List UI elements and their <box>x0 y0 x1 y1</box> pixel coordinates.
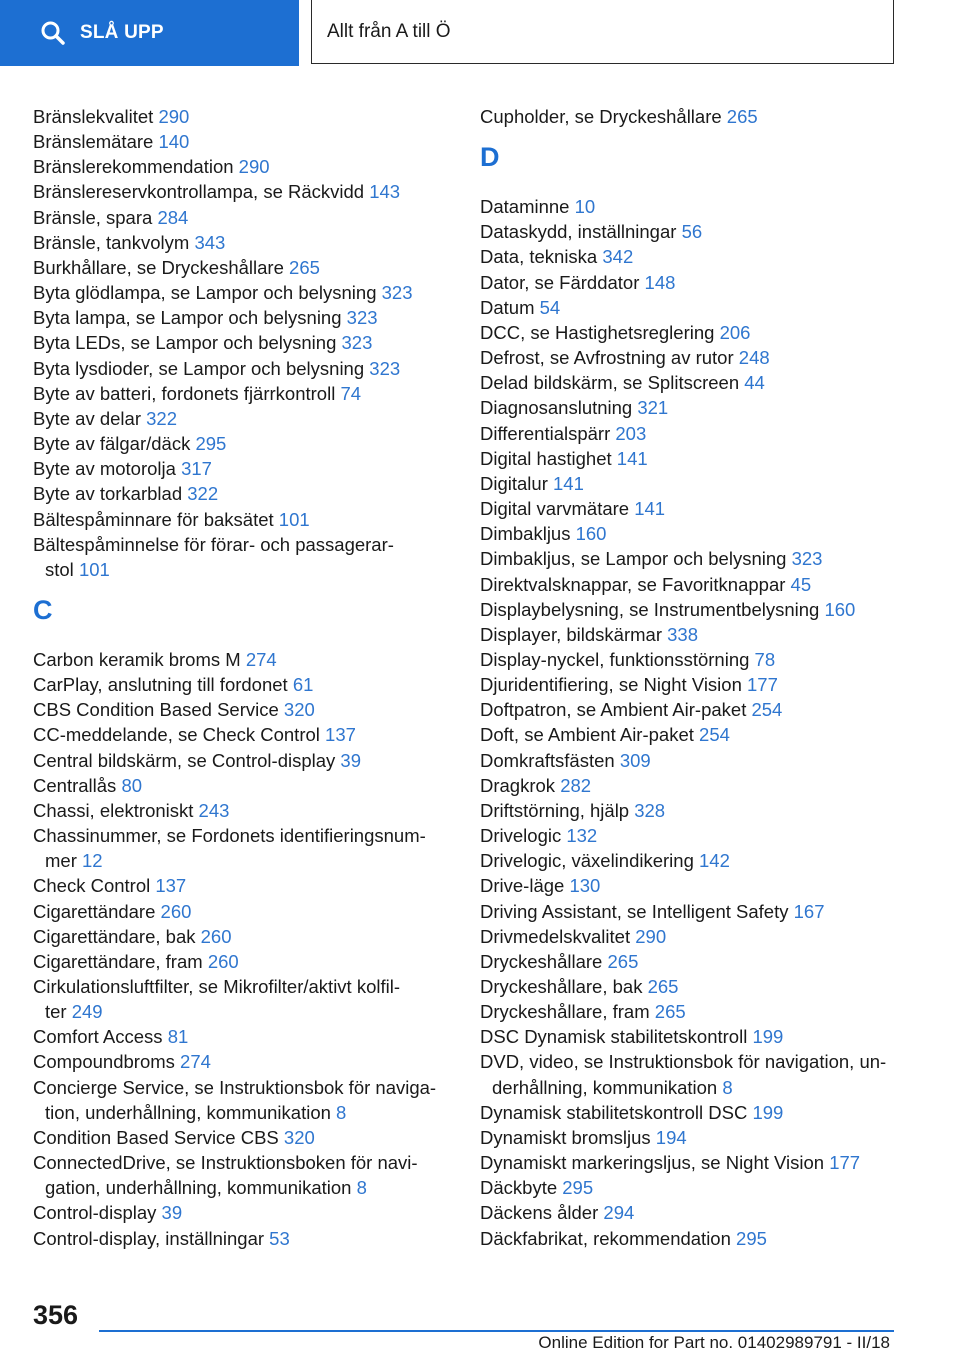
page-link[interactable]: 54 <box>539 296 561 318</box>
index-entry <box>33 974 453 1024</box>
index-entry-text: Driftstörning, hjälp <box>480 799 630 821</box>
page-link[interactable]: 295 <box>195 433 227 455</box>
page-link[interactable]: 8 <box>356 1177 367 1199</box>
index-entry-text: Displayer, bildskärmar <box>480 623 662 645</box>
page-link[interactable]: 323 <box>369 357 401 379</box>
index-entry <box>480 1226 900 1251</box>
index-entry <box>33 1075 453 1125</box>
index-entry <box>480 1200 900 1225</box>
page-link[interactable]: 323 <box>381 282 413 304</box>
index-entry <box>480 320 900 345</box>
index-entry <box>33 697 453 722</box>
index-entry-text: Digital varvmätare <box>480 498 630 520</box>
page-link[interactable]: 323 <box>791 548 823 570</box>
index-entry-text: Byte av batteri, fordonets fjärrkontroll <box>33 382 336 404</box>
index-letter-heading: C <box>33 594 53 625</box>
index-entry <box>33 305 453 330</box>
index-entry <box>480 798 900 823</box>
page-link[interactable]: 321 <box>637 397 669 419</box>
index-entry-text: Concierge Service, se Instruktionsbok för naviga- <box>33 1076 437 1098</box>
page-link[interactable]: 141 <box>634 498 666 520</box>
index-entry-text: Comfort Access <box>33 1026 163 1048</box>
page-link[interactable]: 142 <box>699 850 730 872</box>
index-entry-text: Dryckeshållare, bak <box>480 976 643 997</box>
index-entry-text: Däckbyte <box>480 1177 558 1199</box>
index-entry <box>480 421 900 446</box>
index-entry-text: Byta LEDs, se Lampor och belysning <box>33 332 337 354</box>
page-link[interactable]: 39 <box>340 749 361 771</box>
index-entry-text: ConnectedDrive, se Instruktionsboken för navi- <box>33 1152 418 1174</box>
index-entry-text: Control-display, inställningar <box>33 1227 265 1249</box>
index-entry-text: ter <box>45 1001 67 1023</box>
page-link[interactable]: 53 <box>269 1227 290 1249</box>
page-link[interactable]: 140 <box>158 131 190 153</box>
index-entry <box>33 773 453 798</box>
index-entry-text: mer <box>45 850 77 872</box>
index-entry <box>480 949 900 974</box>
index-entry <box>33 1150 453 1200</box>
index-entry <box>480 395 900 420</box>
index-entry-text: DCC, se Hastighetsreglering <box>480 321 715 343</box>
index-entry <box>33 330 453 355</box>
index-entry <box>480 974 900 999</box>
index-entry <box>480 622 900 647</box>
index-entry <box>480 697 900 722</box>
page-link[interactable]: 317 <box>181 458 212 480</box>
index-entry <box>480 219 900 244</box>
page-link[interactable]: 199 <box>752 1026 784 1048</box>
index-entry <box>33 899 453 924</box>
index-entry <box>33 748 453 773</box>
index-entry <box>33 1226 453 1251</box>
index-entry <box>33 431 453 456</box>
index-entry-text: derhållning, kommunikation <box>492 1076 718 1098</box>
index-entry <box>33 230 453 255</box>
footer-divider <box>99 1330 894 1332</box>
index-entry <box>33 481 453 506</box>
page-link[interactable]: 294 <box>603 1202 635 1224</box>
index-entry <box>480 999 900 1024</box>
page-number: 356 <box>33 1300 79 1330</box>
index-entry-text: Centrallås <box>33 774 117 796</box>
page-link[interactable]: 254 <box>699 724 730 746</box>
index-entry-text: Bränslemätare <box>33 131 154 153</box>
index-entry-text: Cupholder, se Dryckeshållare <box>480 106 722 127</box>
page-link[interactable]: 322 <box>187 483 219 505</box>
index-entry-text: stol <box>45 558 74 580</box>
index-entry-text: Displaybelysning, se Instrumentbelysning <box>480 598 820 620</box>
page-link[interactable]: 61 <box>292 674 314 696</box>
index-entry <box>33 205 453 230</box>
index-entry-text: gation, underhållning, kommunikation <box>45 1177 352 1199</box>
index-entry-text: Central bildskärm, se Control-display <box>33 749 336 771</box>
index-entry-text: Drivmedelskvalitet <box>480 925 631 947</box>
page-link[interactable]: 295 <box>562 1177 594 1199</box>
index-entry-text: Däckens ålder <box>480 1202 599 1224</box>
index-entry <box>480 1049 900 1099</box>
index-entry-text: Control-display <box>33 1202 157 1224</box>
page-link[interactable]: 338 <box>667 623 698 645</box>
page-link[interactable]: 177 <box>747 674 778 696</box>
index-entry <box>33 129 453 154</box>
search-icon <box>40 20 66 46</box>
page-link[interactable]: 320 <box>283 1126 315 1148</box>
index-entry <box>33 1200 453 1225</box>
page-link[interactable]: 322 <box>146 407 177 429</box>
index-entry-text: Dragkrok <box>480 774 556 796</box>
index-entry <box>480 672 900 697</box>
index-entry-text: Driving Assistant, se Intelligent Safety <box>480 900 789 922</box>
index-entry <box>33 647 453 672</box>
section-title-box <box>311 0 894 64</box>
index-entry <box>480 496 900 521</box>
index-entry <box>480 370 900 395</box>
index-entry <box>33 823 453 873</box>
index-entry-text: Check Control <box>33 875 151 897</box>
page-link[interactable]: 254 <box>751 699 783 721</box>
page-link[interactable]: 141 <box>616 447 648 469</box>
page-link[interactable]: 274 <box>180 1051 211 1073</box>
page-link[interactable]: 130 <box>569 875 601 897</box>
index-entry <box>33 406 453 431</box>
index-entry-text: Cigarettändare <box>33 900 156 922</box>
page-link[interactable]: 284 <box>157 206 189 228</box>
index-entry <box>480 1100 900 1125</box>
index-entry <box>480 823 900 848</box>
page-link[interactable]: 101 <box>78 558 110 580</box>
page-link[interactable]: 160 <box>824 598 856 620</box>
page-link[interactable]: 80 <box>121 774 143 796</box>
index-entry-text: Byta lampa, se Lampor och belysning <box>33 307 342 329</box>
index-entry <box>480 471 900 496</box>
index-letter-heading: D <box>480 142 500 173</box>
index-entry-text: Bränslekvalitet <box>33 106 154 127</box>
page-link[interactable]: 290 <box>238 156 270 178</box>
index-entry-text: CBS Condition Based Service <box>33 699 279 721</box>
index-entry <box>480 647 900 672</box>
index-entry-text: Display-nyckel, funktionsstörning <box>480 648 750 670</box>
index-entry <box>33 1125 453 1150</box>
page-link[interactable]: 74 <box>340 382 362 404</box>
index-entry-text: Compoundbroms <box>33 1051 175 1073</box>
page-link[interactable]: 39 <box>161 1202 183 1224</box>
index-entry <box>33 280 453 305</box>
index-entry-text: Dimbakljus <box>480 523 571 545</box>
index-entry-text: Bränslerekommendation <box>33 156 234 178</box>
index-entry <box>33 507 453 532</box>
index-entry-text: Dator, se Färddator <box>480 271 640 293</box>
page-link[interactable]: 265 <box>647 976 679 997</box>
index-entry <box>480 345 900 370</box>
index-entry-text: Chassi, elektroniskt <box>33 799 194 821</box>
page-link[interactable]: 137 <box>325 724 356 746</box>
index-entry-text: Drivelogic <box>480 825 562 847</box>
index-entry <box>33 255 453 280</box>
page-link[interactable]: 265 <box>289 256 320 278</box>
index-entry <box>33 179 453 204</box>
index-entry-text: CarPlay, anslutning till fordonet <box>33 674 288 696</box>
index-entry <box>480 773 900 798</box>
index-entry-text: Dataskydd, inställningar <box>480 221 677 243</box>
page-link[interactable]: 45 <box>790 573 812 595</box>
page-link[interactable]: 265 <box>726 106 758 127</box>
index-entry <box>480 572 900 597</box>
index-entry <box>480 848 900 873</box>
index-entry <box>33 1049 453 1074</box>
index-entry-text: Byte av fälgar/däck <box>33 433 191 455</box>
section-title: Allt från A till Ö <box>327 20 451 42</box>
index-entry-text: Defrost, se Avfrostning av rutor <box>480 347 734 369</box>
index-entry <box>480 873 900 898</box>
index-entry <box>33 924 453 949</box>
page-link[interactable]: 81 <box>167 1026 189 1048</box>
page-link[interactable]: 320 <box>283 699 315 721</box>
index-entry-text: Cigarettändare, fram <box>33 950 203 972</box>
index-entry-text: DSC Dynamisk stabilitetskontroll <box>480 1026 748 1048</box>
index-entry-text: Differentialspärr <box>480 422 611 444</box>
search-label: SLÅ UPP <box>80 22 164 43</box>
index-entry-text: Cirkulationsluftfilter, se Mikrofilter/aktivt kolfil- <box>33 976 401 997</box>
page-link[interactable]: 342 <box>602 246 634 268</box>
index-entry-text: Burkhållare, se Dryckeshållare <box>33 256 284 278</box>
index-entry-text: CC-meddelande, se Check Control <box>33 724 320 746</box>
index-entry-text: Direktvalsknappar, se Favoritknappar <box>480 573 786 595</box>
search-button[interactable] <box>0 0 299 66</box>
page-link[interactable]: 8 <box>336 1101 347 1123</box>
index-entry-text: Byta lysdioder, se Lampor och belysning <box>33 357 365 379</box>
index-entry <box>480 1150 900 1175</box>
index-entry-text: Bränsle, tankvolym <box>33 231 190 253</box>
index-entry-text: Dryckeshållare <box>480 950 603 972</box>
page-link[interactable]: 143 <box>369 181 401 203</box>
index-entry <box>33 949 453 974</box>
page-link[interactable]: 203 <box>615 422 647 444</box>
index-entry-text: Däckfabrikat, rekommendation <box>480 1227 731 1249</box>
index-entry-text: Dataminne <box>480 196 570 218</box>
page-link[interactable]: 323 <box>341 332 373 354</box>
index-column-left <box>33 104 453 1251</box>
index-entry <box>33 381 453 406</box>
index-entry <box>33 873 453 898</box>
page-link[interactable]: 265 <box>607 950 639 972</box>
page-link[interactable]: 12 <box>82 850 103 872</box>
page-link[interactable]: 248 <box>738 347 770 369</box>
index-entry-text: Doft, se Ambient Air-paket <box>480 724 694 746</box>
index-entry <box>33 672 453 697</box>
index-entry <box>33 1024 453 1049</box>
page-link[interactable]: 206 <box>719 321 751 343</box>
page-link[interactable]: 194 <box>655 1126 687 1148</box>
page-link[interactable]: 290 <box>158 106 190 127</box>
index-entry <box>480 295 900 320</box>
index-entry-text: Delad bildskärm, se Splitscreen <box>480 372 740 394</box>
index-entry-text: Dimbakljus, se Lampor och belysning <box>480 548 787 570</box>
page-link[interactable]: 249 <box>71 1001 103 1023</box>
index-entry <box>480 899 900 924</box>
index-entry <box>480 1125 900 1150</box>
index-entry <box>480 194 900 219</box>
index-entry-text: Chassinummer, se Fordonets identifieringsnum- <box>33 825 426 847</box>
page-link[interactable]: 260 <box>207 950 239 972</box>
page-link[interactable]: 10 <box>574 196 596 218</box>
index-entry <box>480 244 900 269</box>
index-entry-text: Bältespåminnare för baksätet <box>33 508 274 530</box>
page-link[interactable]: 282 <box>560 774 592 796</box>
page-link[interactable]: 343 <box>194 231 226 253</box>
index-entry-text: Byta glödlampa, se Lampor och belysning <box>33 282 377 304</box>
index-entry <box>33 356 453 381</box>
index-entry <box>480 597 900 622</box>
index-entry <box>33 456 453 481</box>
index-entry-text: Condition Based Service CBS <box>33 1126 279 1148</box>
index-entry-text: Doftpatron, se Ambient Air-paket <box>480 699 747 721</box>
index-entry-text: Bränslereservkontrollampa, se Räckvidd <box>33 181 365 203</box>
page-link[interactable]: 295 <box>736 1227 767 1249</box>
index-entry-text: Digitalur <box>480 472 548 494</box>
index-entry <box>480 722 900 747</box>
page-link[interactable]: 260 <box>200 925 232 947</box>
index-entry <box>33 104 453 129</box>
index-entry-text: Dynamiskt bromsljus <box>480 1126 651 1148</box>
index-entry-text: Byte av motorolja <box>33 458 176 480</box>
index-entry <box>480 546 900 571</box>
index-entry <box>480 521 900 546</box>
index-entry-text: Data, tekniska <box>480 246 598 268</box>
index-entry-text: Carbon keramik broms M <box>33 648 241 670</box>
page-link[interactable]: 101 <box>278 508 310 530</box>
index-entry-text: DVD, video, se Instruktionsbok för navigation, un- <box>480 1051 887 1073</box>
index-entry-text: Bältespåminnelse för förar- och passagerar- <box>33 533 394 555</box>
index-entry-text: Djuridentifiering, se Night Vision <box>480 674 742 696</box>
index-entry-text: Dynamiskt markeringsljus, se Night Vision <box>480 1152 825 1174</box>
page-link[interactable]: 8 <box>722 1076 733 1098</box>
page-link[interactable]: 243 <box>198 799 230 821</box>
page-link[interactable]: 260 <box>160 900 192 922</box>
page-link[interactable]: 199 <box>752 1101 784 1123</box>
page-link[interactable]: 148 <box>644 271 676 293</box>
index-entry <box>480 748 900 773</box>
index-entry-text: Byte av torkarblad <box>33 483 183 505</box>
index-entry-text: Cigarettändare, bak <box>33 925 196 947</box>
index-column-right <box>480 104 900 1251</box>
page-link[interactable]: 265 <box>654 1001 686 1023</box>
index-entry-text: Datum <box>480 296 535 318</box>
index-entry <box>33 722 453 747</box>
index-entry <box>480 446 900 471</box>
top-bar <box>0 0 960 66</box>
page-link[interactable]: 309 <box>619 749 651 771</box>
index-entry-text: Drivelogic, växelindikering <box>480 850 694 872</box>
page-link[interactable]: 141 <box>553 472 584 494</box>
page-link[interactable]: 78 <box>754 648 776 670</box>
index-entry-text: Bränsle, spara <box>33 206 153 228</box>
index-entry <box>33 154 453 179</box>
page-link[interactable]: 177 <box>829 1152 861 1174</box>
index-entry-text: Drive-läge <box>480 875 565 897</box>
page-link[interactable]: 56 <box>681 221 703 243</box>
index-entry-text: Domkraftsfästen <box>480 749 615 771</box>
footer-edition: Online Edition for Part no. 01402989791 - II/18 <box>538 1333 890 1352</box>
index-entry <box>480 104 900 129</box>
index-entry <box>33 532 453 582</box>
index-entry-text: tion, underhållning, kommunikation <box>45 1101 331 1123</box>
page-link[interactable]: 167 <box>793 900 825 922</box>
index-entry <box>480 270 900 295</box>
index-entry-text: Diagnosanslutning <box>480 397 633 419</box>
index-entry <box>480 1024 900 1049</box>
page-link[interactable]: 274 <box>245 648 277 670</box>
page-link[interactable]: 328 <box>634 799 666 821</box>
page-link[interactable]: 290 <box>635 925 667 947</box>
index-entry-text: Byte av delar <box>33 407 141 429</box>
index-entry-text: Digital hastighet <box>480 447 612 469</box>
index-entry <box>480 924 900 949</box>
page-link[interactable]: 44 <box>744 372 765 394</box>
index-entry <box>33 798 453 823</box>
page-link[interactable]: 323 <box>346 307 378 329</box>
index-entry-text: Dynamisk stabilitetskontroll DSC <box>480 1101 748 1123</box>
index-entry <box>480 1175 900 1200</box>
page-link[interactable]: 137 <box>155 875 187 897</box>
page-link[interactable]: 132 <box>566 825 598 847</box>
index-entry-text: Dryckeshållare, fram <box>480 1001 650 1023</box>
page-link[interactable]: 160 <box>575 523 607 545</box>
